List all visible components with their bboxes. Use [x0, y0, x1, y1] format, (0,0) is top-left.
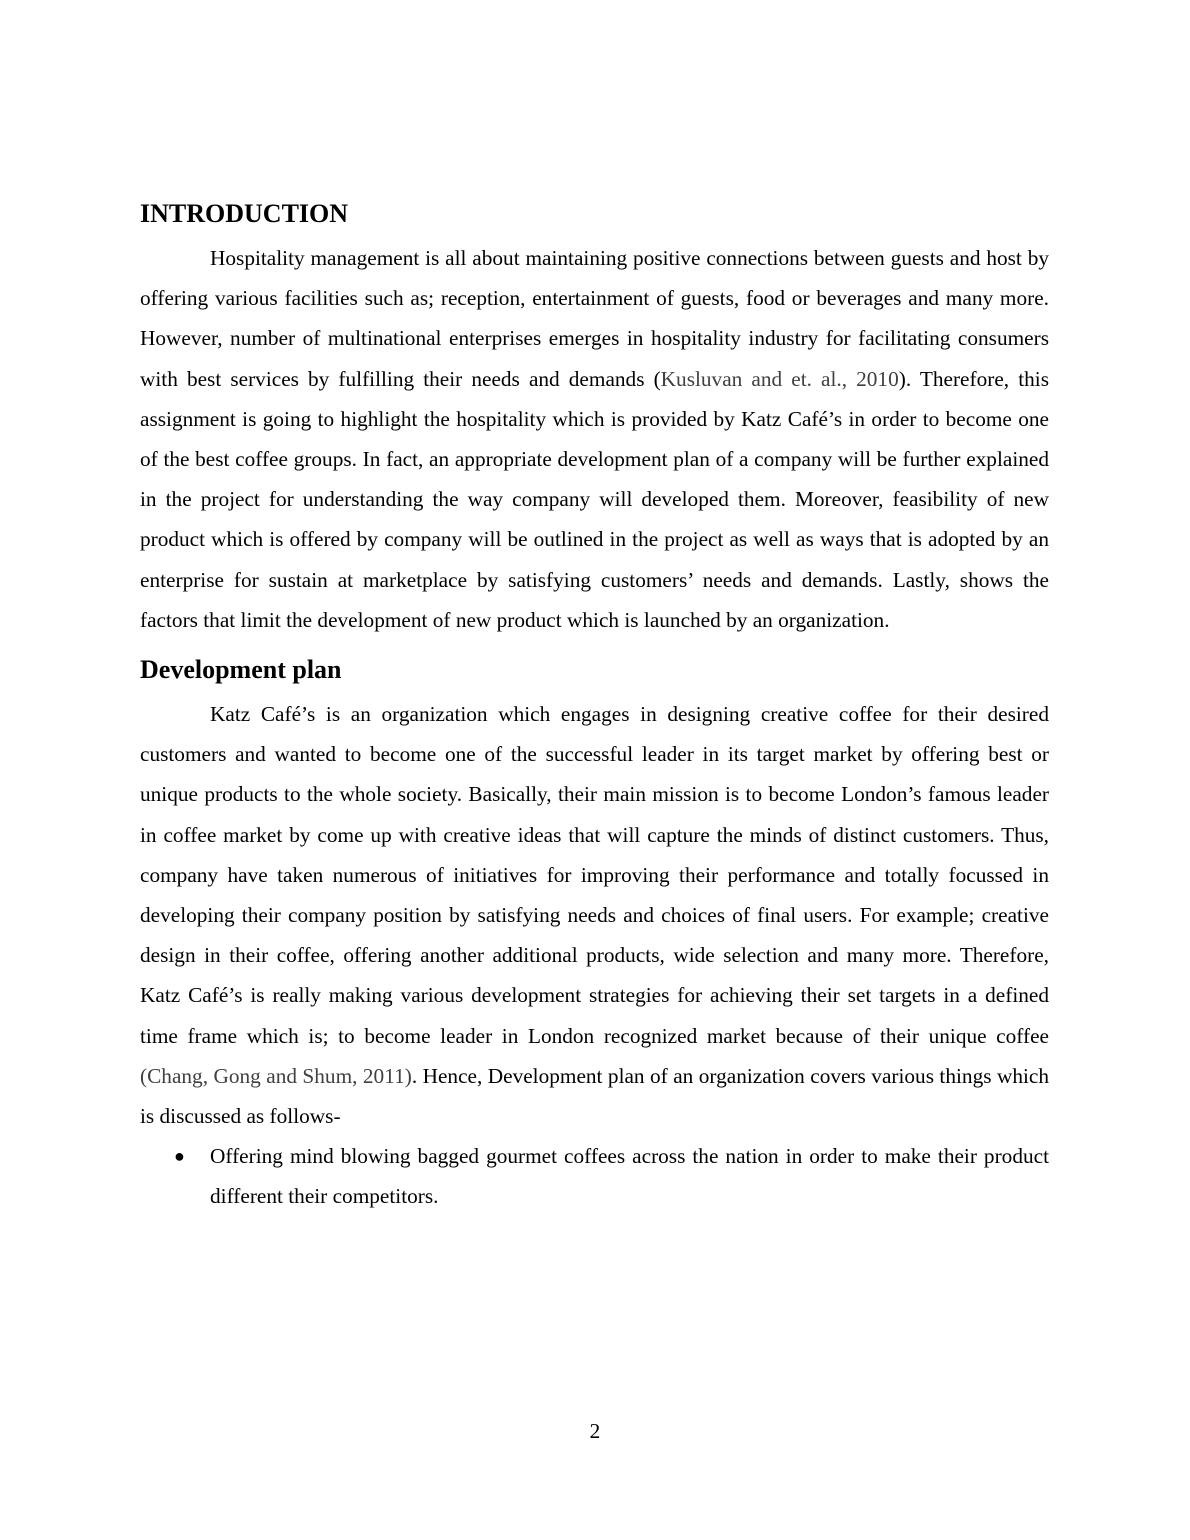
page-content [140, 196, 1049, 1217]
development-text-start: Katz Café’s is an organization which engages in designing creative coffee for their desired customers and wanted to become one of the successful leader in its target market by offering best or unique products to the whole society. Basically, their main mission is to become London’s famous leader in coffee market by come up with creative ideas that will capture the minds of distinct customers. Thus, company have taken numerous of initiatives for improving their performance and totally focussed in developing their company position by satisfying needs and choices of final users. For example; creative design in their coffee, offering another additional products, wide selection and many more. Therefore, Katz Café’s is really making various development strategies for achieving their set targets in a defined time frame which is; to become leader in London recognized market because of their unique coffee [140, 702, 1049, 1048]
introduction-text-end: ). Therefore, this assignment is going to highlight the hospitality which is provided by Katz Café’s in order to become one of the best coffee groups. In fact, an appropriate development plan of a company will be further explained in the project for understanding the way company will developed them. Moreover, feasibility of new product which is offered by company will be outlined in the project as well as ways that is adopted by an enterprise for sustain at marketplace by satisfying customers’ needs and demands. Lastly, shows the factors that limit the development of new product which is launched by an organization. [140, 366, 1049, 632]
development-plan-heading: Development plan [140, 655, 342, 685]
development-plan-paragraph [140, 694, 1049, 1136]
citation-kusluvan: Kusluvan and et. al., 2010 [660, 366, 899, 391]
list-item-text: Offering mind blowing bagged gourmet coffees across the nation in order to make their product different their competitors. [210, 1144, 1049, 1209]
list-item [140, 1136, 1049, 1216]
introduction-text-start: Hospitality management is all about maintaining positive connections between guests and host by offering various facilities such as; reception, entertainment of guests, food or beverages and many more. However, number of multinational enterprises emerges in hospitality industry for facilitating consumers with best services by fulfilling their needs and demands ( [140, 246, 1049, 391]
introduction-heading: INTRODUCTION [140, 199, 349, 228]
development-bullet-list [140, 1136, 1049, 1216]
introduction-paragraph [140, 238, 1049, 640]
bullet-icon: ● [174, 1146, 185, 1167]
citation-chang: (Chang, Gong and Shum, 2011) [140, 1063, 412, 1088]
page-number: 2 [589, 1419, 601, 1443]
development-text-end: . Hence, Development plan of an organization covers various things which is discussed as follows- [140, 1063, 1049, 1129]
